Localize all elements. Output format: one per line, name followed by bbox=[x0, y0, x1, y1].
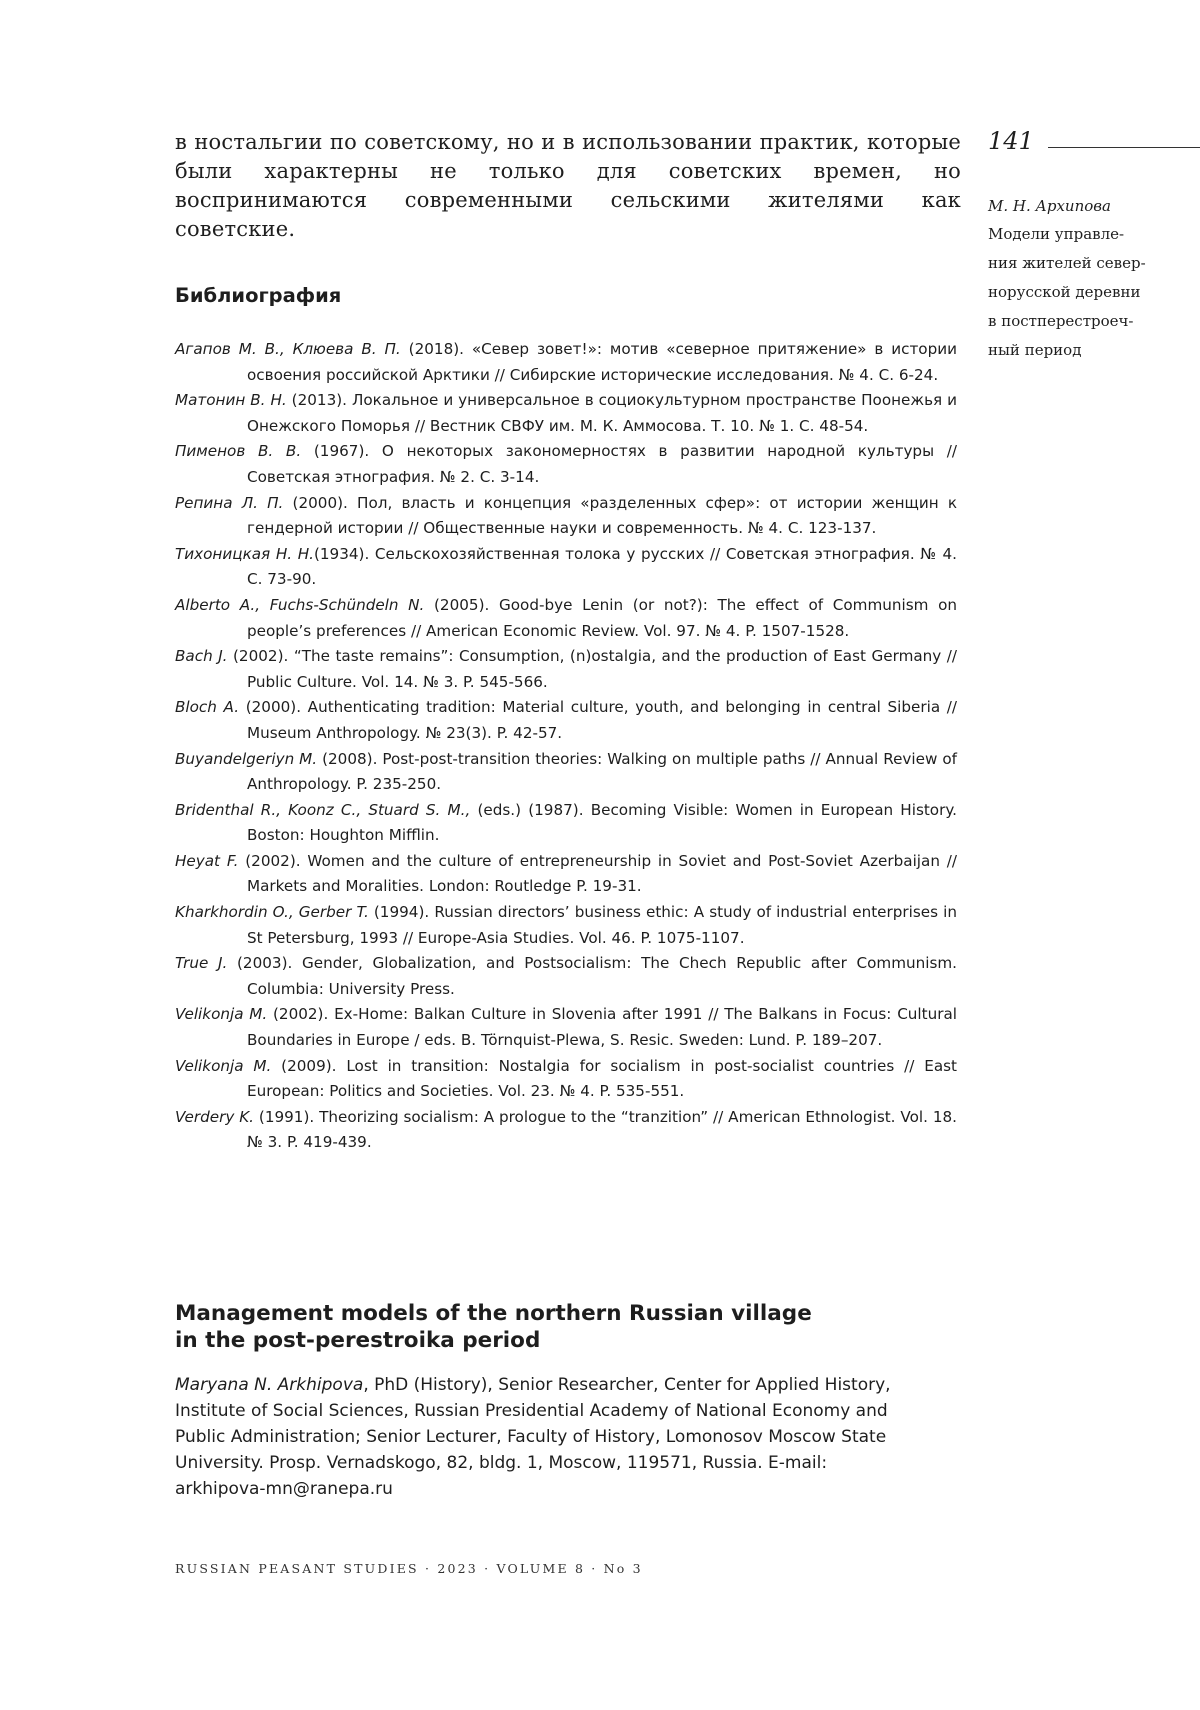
entry-text: (2018). «Север зовет!»: мотив «северное притяжение» в истории освоения российской Арктики // Сибирские исторические исследования. № 4. С. 6-24. bbox=[247, 340, 957, 384]
entry-text: (1994). Russian directors’ business ethic: A study of industrial enterprises in St Petersburg, 1993 // Europe-Asia Studies. Vol. 46. P. 1075-1107. bbox=[247, 903, 957, 947]
entry-authors: Bloch A. bbox=[175, 698, 240, 717]
bibliography-entry bbox=[175, 951, 957, 1002]
bibliography-entry bbox=[175, 1054, 957, 1105]
running-head-title-line: ния жителей север- bbox=[988, 254, 1146, 272]
english-title-line: Management models of the northern Russian village bbox=[175, 1301, 812, 1326]
entry-text: (2002). Women and the culture of entrepreneurship in Soviet and Post-Soviet Azerbaijan // Markets and Moralities. London: Routledge P. 19-31. bbox=[238, 851, 957, 896]
entry-authors: Heyat F. bbox=[175, 851, 239, 870]
entry-authors: Velikonja M. bbox=[175, 1005, 268, 1024]
entry-authors: Verdery K. bbox=[175, 1107, 254, 1126]
bibliography-entry bbox=[175, 593, 957, 644]
bibliography-entry bbox=[175, 388, 957, 439]
running-head-title bbox=[988, 220, 1188, 365]
entry-text: (2013). Локальное и универсальное в социокультурном пространстве Поонежья и Онежского Поморья // Вестник СВФУ им. М. К. Аммосова. Т. 10. № 1. С. 48-54. bbox=[247, 391, 957, 435]
page-number: 141 bbox=[988, 127, 1034, 155]
bibliography-entry bbox=[175, 900, 957, 951]
bibliography-heading: Библиография bbox=[175, 284, 342, 307]
bibliography-entry bbox=[175, 542, 957, 593]
entry-authors: Агапов М. В., Клюева В. П. bbox=[175, 340, 401, 358]
running-head-title-line: ный период bbox=[988, 341, 1082, 359]
running-head-title-line: в постперестроеч- bbox=[988, 312, 1134, 330]
entry-text: (1991). Theorizing socialism: A prologue to the “tranzition” // American Ethnologist. Vol. 18. № 3. P. 419-439. bbox=[247, 1107, 958, 1152]
bibliography-entry bbox=[175, 439, 957, 490]
entry-text: (1967). О некоторых закономерностях в развитии народной культуры // Советская этнография. № 2. С. 3-14. bbox=[247, 442, 957, 486]
journal-footer: RUSSIAN PEASANT STUDIES · 2023 · VOLUME 8 · No 3 bbox=[175, 1561, 643, 1576]
bibliography-entry bbox=[175, 337, 957, 388]
entry-authors: Buyandelgeriyn M. bbox=[175, 749, 318, 768]
entry-text: (2008). Post-post-transition theories: Walking on multiple paths // Annual Review of Anthropology. P. 235-250. bbox=[247, 749, 957, 794]
entry-text: (eds.) (1987). Becoming Visible: Women in European History. Boston: Houghton Mifflin. bbox=[247, 800, 957, 845]
entry-text: (2003). Gender, Globalization, and Postsocialism: The Chech Republic after Communism. Columbia: University Press. bbox=[227, 954, 957, 998]
entry-authors: Velikonja M. bbox=[175, 1056, 272, 1075]
bibliography-entry bbox=[175, 798, 957, 849]
body-paragraph: в ностальгии по советскому, но и в использовании практик, которые были характерны не только для советских времен, но воспринимаются современными сельскими жителями как советские. bbox=[175, 130, 961, 241]
entry-authors: Bach J. bbox=[175, 647, 228, 666]
entry-authors: Матонин В. Н. bbox=[175, 391, 287, 410]
running-head-title-line: норусской деревни bbox=[988, 283, 1141, 301]
entry-authors: Bridenthal R., Koonz C., Stuard S. M., bbox=[175, 800, 471, 819]
entry-text: (2002). “The taste remains”: Consumption, (n)ostalgia, and the production of East Germany // Public Culture. Vol. 14. № 3. P. 545-566. bbox=[227, 647, 958, 691]
bibliography-entry bbox=[175, 695, 957, 746]
entry-authors: True J. bbox=[175, 954, 228, 973]
running-head-author: М. Н. Архипова bbox=[988, 197, 1111, 215]
entry-authors: Тихоницкая Н. Н. bbox=[175, 544, 314, 563]
entry-text: (2000). Пол, власть и концепция «разделенных сфер»: от истории женщин к гендерной истории // Общественные науки и современность. № 4. С. 123-137. bbox=[247, 493, 957, 538]
entry-authors: Kharkhordin O., Gerber T. bbox=[175, 903, 369, 922]
bibliography-entry bbox=[175, 747, 957, 798]
entry-authors: Alberto A., Fuchs-Schündeln N. bbox=[175, 595, 425, 614]
entry-authors: Пименов В. В. bbox=[175, 442, 302, 461]
bibliography-entry bbox=[175, 849, 957, 900]
bibliography-list bbox=[175, 337, 957, 1156]
entry-text: (2002). Ex-Home: Balkan Culture in Slovenia after 1991 // The Balkans in Focus: Cultural Boundaries in Europe / eds. B. Törnquist-Plewa, S. Resic. Sweden: Lund. P. 189–207. bbox=[247, 1005, 957, 1050]
bibliography-entry bbox=[175, 1002, 957, 1053]
english-title bbox=[175, 1300, 935, 1354]
page-number-rule bbox=[1048, 147, 1200, 148]
english-author-affiliation: , PhD (History), Senior Researcher, Center for Applied History, Institute of Social Sciences, Russian Presidential Academy of National Economy and Public Administration; Senior Lecturer, Faculty of History, Lomonosov Moscow State University. Prosp. Vernadskogo, 82, bldg. 1, Moscow, 119571, Russia. E-mail: arkhipova-mn@ranepa.ru bbox=[175, 1375, 891, 1499]
entry-text: (2000). Authenticating tradition: Material culture, youth, and belonging in central Siberia // Museum Anthropology. № 23(3). P. 42-57. bbox=[239, 698, 958, 742]
english-author-info bbox=[175, 1372, 923, 1502]
entry-text: (1934). Сельскохозяйственная толока у русских // Советская этнография. № 4. С. 73-90. bbox=[247, 544, 957, 589]
english-title-line: in the post-perestroika period bbox=[175, 1328, 541, 1353]
entry-authors: Репина Л. П. bbox=[175, 493, 284, 512]
entry-text: (2009). Lost in transition: Nostalgia for socialism in post-socialist countries // East European: Politics and Societies. Vol. 23. № 4. P. 535-551. bbox=[247, 1056, 958, 1101]
bibliography-entry bbox=[175, 644, 957, 695]
bibliography-entry bbox=[175, 491, 957, 542]
running-head-title-line: Модели управле- bbox=[988, 225, 1125, 243]
bibliography-entry bbox=[175, 1105, 957, 1156]
running-head bbox=[988, 192, 1188, 365]
entry-text: (2005). Good-bye Lenin (or not?): The effect of Communism on people’s preferences // American Economic Review. Vol. 97. № 4. P. 1507-1528. bbox=[247, 595, 957, 640]
english-author-name: Maryana N. Arkhipova bbox=[175, 1375, 364, 1395]
